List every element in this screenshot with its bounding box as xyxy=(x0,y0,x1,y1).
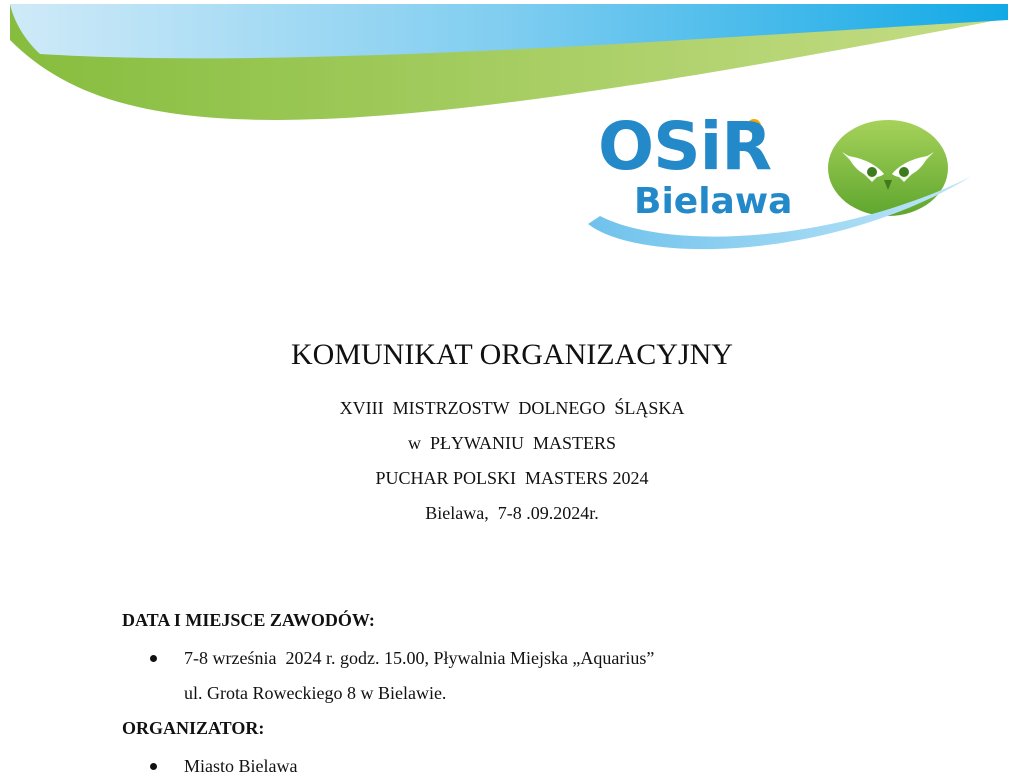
bullet-icon xyxy=(150,655,157,662)
logo-wordmark-bielawa: Bielawa xyxy=(634,181,793,222)
subtitle-cup: PUCHAR POLSKI MASTERS 2024 xyxy=(375,468,649,488)
bullet-icon xyxy=(150,763,157,770)
list-item-continuation: ul. Grota Roweckiego 8 w Bielawie. xyxy=(184,683,447,703)
list-item-text: Miasto Bielawa xyxy=(184,756,298,776)
section-heading-date-place: DATA I MIEJSCE ZAWODÓW: xyxy=(122,610,375,630)
subtitle-place-date: Bielawa, 7-8 .09.2024r. xyxy=(425,503,599,523)
logo-wordmark-osir: OSiR xyxy=(598,108,772,185)
subtitle-championship: XVIII MISTRZOSTW DOLNEGO ŚLĄSKA xyxy=(339,398,685,418)
osir-bielawa-logo xyxy=(580,108,980,262)
subtitle-discipline: w PŁYWANIU MASTERS xyxy=(407,433,616,453)
list-item-text: 7-8 września 2024 r. godz. 15.00, Pływalnia Miejska „Aquarius” xyxy=(184,648,655,668)
section-heading-organizer: ORGANIZATOR: xyxy=(122,718,265,738)
document-title: KOMUNIKAT ORGANIZACYJNY xyxy=(291,338,733,371)
